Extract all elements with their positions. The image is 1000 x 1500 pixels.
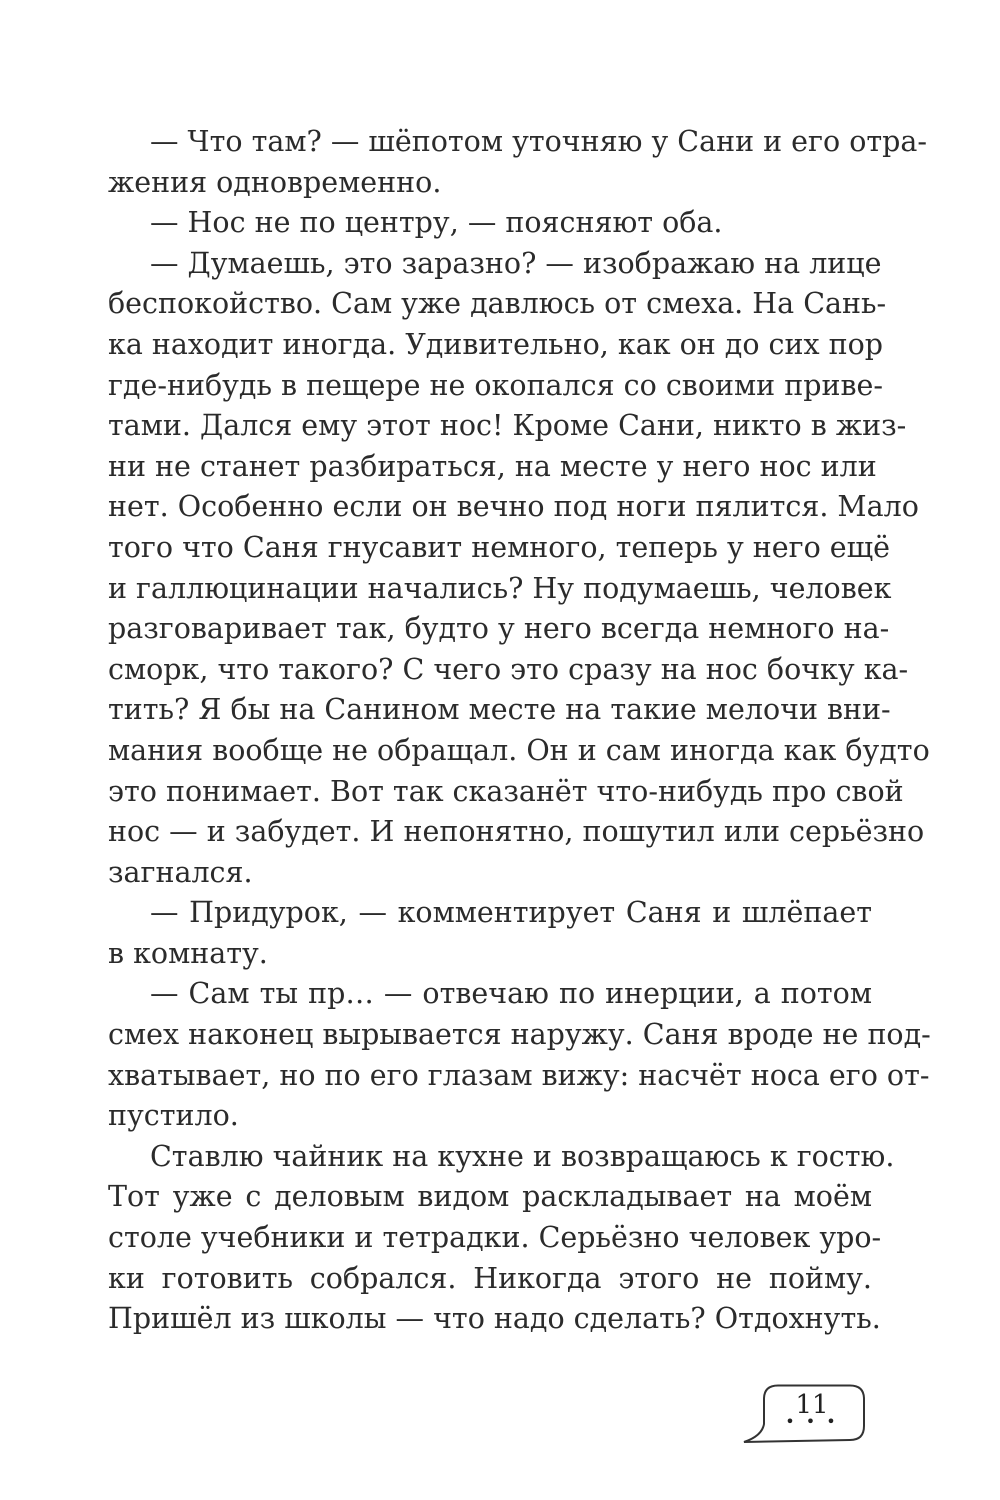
text-line: смех наконец вырывается наружу. Саня вроде не под- [108, 1018, 931, 1052]
text-line: и галлюцинации начались? Ну подумаешь, человек [108, 571, 892, 605]
body-text [108, 122, 931, 1340]
text-line: — Нос не по центру, — поясняют оба. [150, 206, 723, 240]
text-line: того что Саня гнусавит немного, теперь у него ещё [108, 530, 891, 564]
text-line: Тот уже с деловым видом раскладывает на моём [108, 1180, 872, 1214]
text-line: — Придурок, — комментирует Саня и шлёпает [150, 896, 872, 930]
text-line: Ставлю чайник на кухне и возвращаюсь к гостю. [150, 1139, 895, 1173]
text-line: ки готовить собрался. Никогда этого не пойму. [108, 1261, 872, 1295]
text-line: беспокойство. Сам уже давлюсь от смеха. На Сань- [108, 287, 887, 321]
page-number: 11 [795, 1390, 829, 1420]
text-line: тить? Я бы на Санином месте на такие мелочи вни- [108, 693, 891, 727]
text-line: загнался. [108, 855, 253, 889]
text-line: хватывает, но по его глазам вижу: насчёт носа его от- [108, 1058, 930, 1092]
text-line: пустило. [108, 1099, 239, 1133]
text-line: тами. Дался ему этот нос! Кроме Сани, никто в жиз- [108, 409, 907, 443]
text-line: нет. Особенно если он вечно под ноги пялится. Мало [108, 490, 919, 524]
page-number-dots: • • • [785, 1412, 839, 1431]
text-line: где-нибудь в пещере не окопался со своими приве- [108, 368, 883, 402]
text-line: нос — и забудет. И непонятно, пошутил или серьёзно [108, 815, 925, 849]
page-number-badge [742, 1384, 868, 1448]
text-line: разговаривает так, будто у него всегда немного на- [108, 612, 890, 646]
text-line: Пришёл из школы — что надо сделать? Отдохнуть. [108, 1302, 881, 1336]
text-line: — Сам ты пр… — отвечаю по инерции, а потом [150, 977, 872, 1011]
text-line: мания вообще не обращал. Он и сам иногда как будто [108, 733, 930, 767]
text-line: ни не станет разбираться, на месте у него нос или [108, 449, 877, 483]
text-line: ка находит иногда. Удивительно, как он до сих пор [108, 327, 884, 361]
text-line: столе учебники и тетрадки. Серьёзно человек уро- [108, 1221, 882, 1255]
text-line: это понимает. Вот так сказанёт что-нибудь про свой [108, 774, 904, 808]
text-line: — Думаешь, это заразно? — изображаю на лице [150, 246, 882, 280]
text-line: жения одновременно. [108, 165, 442, 199]
text-line: сморк, что такого? С чего это сразу на нос бочку ка- [108, 652, 909, 686]
text-line: — Что там? — шёпотом уточняю у Сани и его отра- [150, 125, 927, 158]
text-line: в комнату. [108, 936, 268, 970]
